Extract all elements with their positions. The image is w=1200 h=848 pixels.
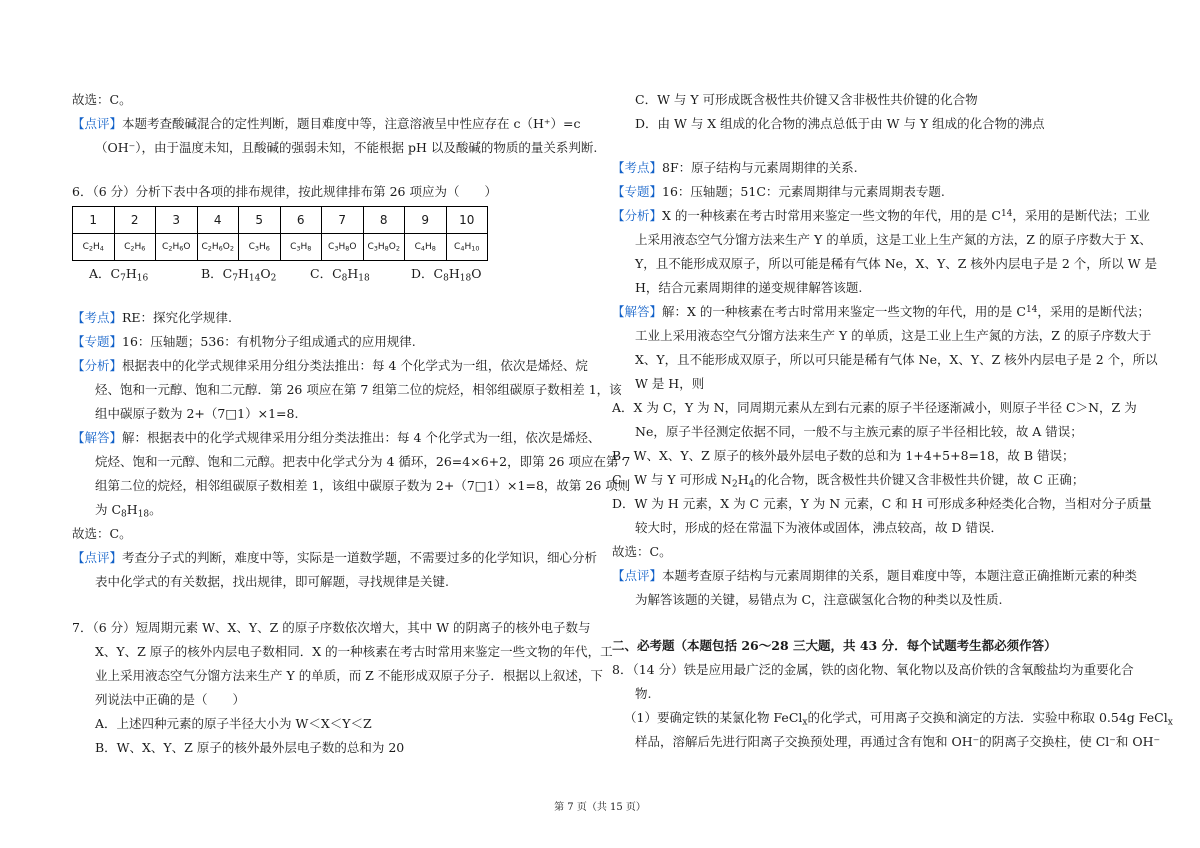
answer-line: 故选：C。 <box>72 92 132 107</box>
option-b: B．W、X、Y、Z 原子的核外最外层电子数的总和为 20 <box>95 740 405 755</box>
solution: 【解答】解：根据表中的化学式规律采用分组分类法推出：每 4 个化学式为一组，依次是烯烃、 <box>72 430 601 445</box>
review: 【点评】本题考查原子结构与元素周期律的关系，题目难度中等，本题注意正确推断元素的种类 <box>612 568 1138 583</box>
question-6: 6．（6 分）分析下表中各项的排布规律，按此规律排布第 26 项应为（ ） <box>72 184 497 199</box>
right-column: C．W 与 Y 可形成既含极性共价键又含非极性共价键的化合物 D．由 W 与 X 组成的化合物的沸点总低于由 W 与 Y 组成的化合物的沸点 【考点】8F：原子结构与元素周期律的关系. 【专题】16：压轴题；51C：元素周期律与元素周期表专题. 【分析】X 的一种核素在考古时常用来鉴定一些文物的年代，用的是 $C^{14}$，采用的是断代法；工业 上采用液态空气分馏方法来生产 Y 的单质，这是工业上生产氮的方法，Z 的原子序数大于 X、 Y，且不能形成双原子，所以可能是稀有气体 Ne，X、Y、Z 核外内层电子是 2 个，所以 W 是 H，结合元素周期律的递变规律解答该题. 【解答】解：X 的一种核素在考古时常用来鉴定一些文物的年代，用的是 $C^{14}$，采用的是断代法； 工业上采用液态空气分馏方法来生产 Y 的单质，这是工业上生产氮的方法，Z 的原子序数大于 X、Y，且不能形成双原子，所以可只能是稀有气体 Ne，X、Y、Z 核外内层电子是 2 个，所以 W 是 H，则 A．X 为 C，Y 为 N，同周期元素从左到右元素的原子半径逐渐减小，则原子半径 C＞N，Z 为 Ne，原子半径测定依据不同，一般不与主族元素的原子半径相比较，故 A 错误； B．W、X、Y、Z 原子的核外最外层电子数的总和为 1+4+5+8=18，故 B 错误； C．W 与 Y 可形成 $N_2H_4$的化合物，既含极性共价键又含非极性共价键，故 C 正确； D．W 为 H 元素，X 为 C 元素，Y 为 N 元素，C 和 H 可形成多种烃类化合物，当相对分子质量 较大时，形成的烃在常温下为液体或固体，沸点较高，故 D 错误． 故选：C。 【点评】本题考查原子结构与元素周期律的关系，题目难度中等，本题注意正确推断元素的种类 为解答该题的关键，易错点为 C，注意碳氢化合物的种类以及性质. 二、必考题（本题包括 26～28 三大题，共 43 分．每个试题考生都必须作答） 8．（14 分）铁是应用最广泛的金属，铁的卤化物、氧化物以及高价铁的含氧酸盐均为重要化合 物. （1）要确定铁的某氯化物 FeCl$_x$的化学式，可用离子交换和滴定的方法．实验中称取 0.54g FeCl$_x$ 样品，溶解后先进行阳离子交换预处理，再通过含有饱和 OH⁻的阴离子交换柱，使 Cl⁻和 OH⁻ <box>612 88 1128 754</box>
sequence-table <box>72 206 488 261</box>
option-d: D．由 W 与 X 组成的化合物的沸点总低于由 W 与 Y 组成的化合物的沸点 <box>635 116 1045 131</box>
kaodian: 【考点】RE：探究化学规律. <box>72 310 233 325</box>
zhuanti: 【专题】16：压轴题；536：有机物分子组成通式的应用规律. <box>72 334 416 349</box>
section-heading: 二、必考题（本题包括 26～28 三大题，共 43 分．每个试题考生都必须作答） <box>612 638 1057 653</box>
question-6-options <box>72 262 577 286</box>
formula-cell: $C_4H_8$ <box>405 234 447 261</box>
table-header-cell: 8 <box>363 207 405 234</box>
formula-cell: $C_3H_6$ <box>239 234 281 261</box>
answer-line: 故选：C。 <box>612 544 672 559</box>
kaodian: 【考点】8F：原子结构与元素周期律的关系. <box>612 160 858 175</box>
page-footer: 第 7 页（共 15 页） <box>554 802 646 813</box>
review-line: 【点评】本题考查酸碱混合的定性判断，题目难度中等，注意溶液呈中性应存在 c（H⁺）=c <box>72 116 581 131</box>
solution-d: D．W 为 H 元素，X 为 C 元素，Y 为 N 元素，C 和 H 可形成多种烃类化合物，当相对分子质量 <box>612 496 1152 511</box>
table-header-cell: 10 <box>446 207 488 234</box>
formula-cell: $C_3H_8O$ <box>322 234 364 261</box>
option-d: D．$C_8H_{18}O$ <box>411 266 482 284</box>
left-column: 故选：C。 【点评】本题考查酸碱混合的定性判断，题目难度中等，注意溶液呈中性应存在 c（H⁺）=c （OH⁻），由于温度未知，且酸碱的强弱未知，不能根据 pH 以及酸碱的物质的量关系判断. 6．（6 分）分析下表中各项的排布规律，按此规律排布第 26 项应为（ ） 1 2 3 4 5 6 7 8 9 10 $C_2H_4$ $C_2H_6$ $C_2H_6O$ $C_2H_6O_2$ $C_3H_6$ $C_3H_8$ $C_3H_8O$ $C_3H_8O_2$ $C_4H_8$ $C_4H_{10}$ A．$C_7H_{16}$ B．$C_7H_{14}O_2$ C．$C_8H_{18}$ D．$C_8H_{18}O$ 【考点】RE：探究化学规律. 【专题】16：压轴题；536：有机物分子组成通式的应用规律. 【分析】根据表中的化学式规律采用分组分类法推出：每 4 个化学式为一组，依次是烯烃、烷 烃、饱和一元醇、饱和二元醇．第 26 项应在第 7 组第二位的烷烃，相邻组碳原子数相差 1，该 组中碳原子数为 2+（7□1）×1=8. 【解答】解：根据表中的化学式规律采用分组分类法推出：每 4 个化学式为一组，依次是烯烃、 烷烃、饱和一元醇、饱和二元醇。把表中化学式分为 4 循环，26=4×6+2，即第 26 项应在第 7 组第二位的烷烃，相邻组碳原子数相差 1，该组中碳原子数为 2+（7□1）×1=8，故第 26 项则 为 $C_8H_{18}$。 故选：C。 【点评】考查分子式的判断，难度中等，实际是一道数学题，不需要过多的化学知识，细心分析 表中化学式的有关数据，找出规律，即可解题，寻找规律是关键. 7．（6 分）短周期元素 W、X、Y、Z 的原子序数依次增大，其中 W 的阴离子的核外电子数与 X、Y、Z 原子的核外内层电子数相同．X 的一种核素在考古时常用来鉴定一些文物的年代，工 业上采用液态空气分馏方法来生产 Y 的单质，而 Z 不能形成双原子分子．根据以上叙述，下 列说法中正确的是（ ） A．上述四种元素的原子半径大小为 W＜X＜Y＜Z B．W、X、Y、Z 原子的核外最外层电子数的总和为 20 <box>72 88 577 760</box>
formula-cell: $C_2H_6$ <box>114 234 156 261</box>
option-c: C．W 与 Y 可形成既含极性共价键又含非极性共价键的化合物 <box>635 92 978 107</box>
table-header-cell: 4 <box>197 207 239 234</box>
analysis: 【分析】根据表中的化学式规律采用分组分类法推出：每 4 个化学式为一组，依次是烯烃、烷 <box>72 358 588 373</box>
table-header-cell: 2 <box>114 207 156 234</box>
formula-cell: $C_3H_8$ <box>280 234 322 261</box>
table-header-cell: 9 <box>405 207 447 234</box>
review-line: （OH⁻），由于温度未知，且酸碱的强弱未知，不能根据 pH 以及酸碱的物质的量关系判断. <box>95 140 598 155</box>
formula-cell: $C_2H_4$ <box>73 234 115 261</box>
table-header-cell: 1 <box>73 207 115 234</box>
analysis: 【分析】X 的一种核素在考古时常用来鉴定一些文物的年代，用的是 $C^{14}$，采用的是断代法；工业 <box>612 208 1150 223</box>
formula-cell: $C_4H_{10}$ <box>446 234 488 261</box>
table-header-cell: 7 <box>322 207 364 234</box>
zhuanti: 【专题】16：压轴题；51C：元素周期律与元素周期表专题. <box>612 184 945 199</box>
review: 【点评】考查分子式的判断，难度中等，实际是一道数学题，不需要过多的化学知识，细心分析 <box>72 550 598 565</box>
question-8: 8．（14 分）铁是应用最广泛的金属，铁的卤化物、氧化物以及高价铁的含氧酸盐均为重要化合 <box>612 662 1134 677</box>
option-c: C．$C_8H_{18}$ <box>310 266 370 284</box>
option-b: B．$C_7H_{14}O_2$ <box>201 266 277 284</box>
solution: 【解答】解：X 的一种核素在考古时常用来鉴定一些文物的年代，用的是 $C^{14}$，采用的是断代法； <box>612 304 1150 319</box>
option-a: A．上述四种元素的原子半径大小为 W＜X＜Y＜Z <box>95 716 372 731</box>
question-7: 7．（6 分）短周期元素 W、X、Y、Z 的原子序数依次增大，其中 W 的阴离子的核外电子数与 <box>72 620 591 635</box>
table-header-cell: 5 <box>239 207 281 234</box>
solution-a: A．X 为 C，Y 为 N，同周期元素从左到右元素的原子半径逐渐减小，则原子半径 C＞N，Z 为 <box>612 400 1137 415</box>
formula-cell: $C_2H_6O$ <box>156 234 198 261</box>
formula-cell: $C_2H_6O_2$ <box>197 234 239 261</box>
solution-b: B．W、X、Y、Z 原子的核外最外层电子数的总和为 1+4+5+8=18，故 B 错误； <box>612 448 1075 463</box>
formula-cell: $C_3H_8O_2$ <box>363 234 405 261</box>
option-a: A．$C_7H_{16}$ <box>89 266 149 284</box>
solution-c: C．W 与 Y 可形成 $N_2H_4$的化合物，既含极性共价键又含非极性共价键，故 C 正确； <box>612 472 1085 490</box>
table-header-cell: 6 <box>280 207 322 234</box>
answer-line: 故选：C。 <box>72 526 132 541</box>
table-header-cell: 3 <box>156 207 198 234</box>
